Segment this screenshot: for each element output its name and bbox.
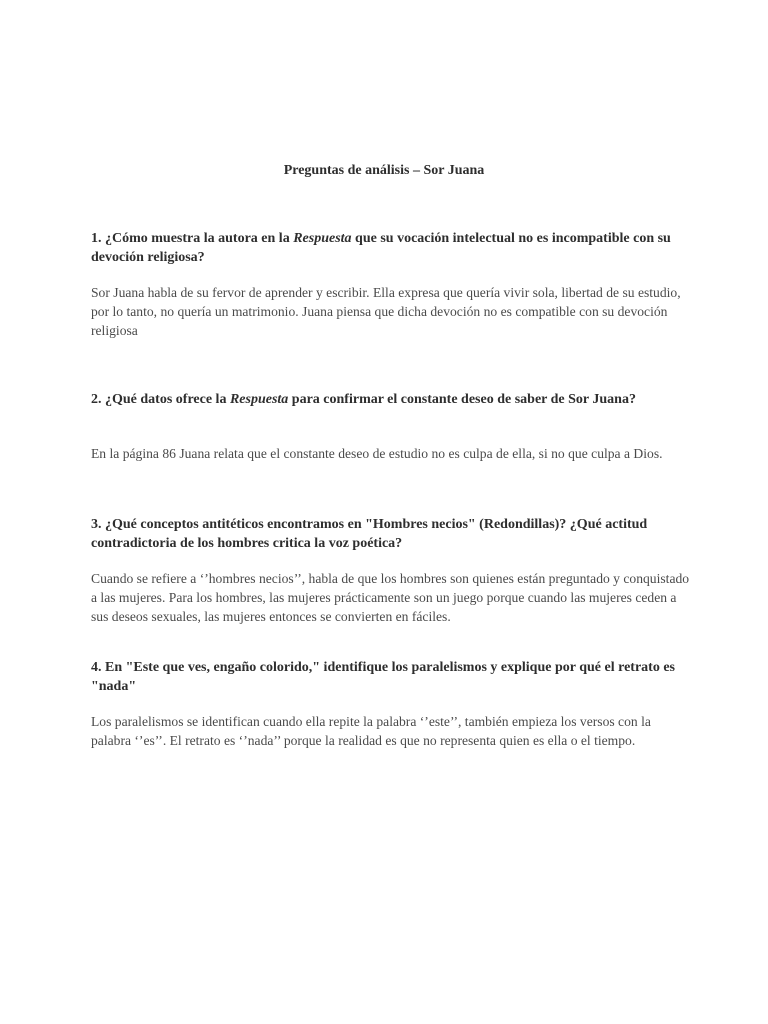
question-4 — [91, 658, 691, 696]
question-3 — [91, 515, 691, 553]
question-2-text: 2. ¿Qué datos ofrece la — [91, 392, 230, 407]
question-1-text: 1. ¿Cómo muestra la autora en la — [91, 231, 294, 246]
question-3-text: 3. ¿Qué conceptos antitéticos encontramos en "Hombres necios" (Redondillas)? ¿Qué actitud contradictoria de los hombres critica la voz poética? — [91, 517, 648, 551]
question-1-text-end: que su vocación intelectual no es incompatible con su devoción religiosa? — [91, 231, 671, 265]
page-title: Preguntas de análisis – Sor Juana — [283, 163, 485, 178]
answer-2: En la página 86 Juana relata que el constante deseo de estudio no es culpa de ella, si no que culpa a Dios. — [91, 446, 663, 461]
question-2 — [91, 390, 691, 409]
question-2-text-end: para confirmar el constante deseo de saber de Sor Juana? — [288, 392, 636, 407]
question-4-text: 4. En "Este que ves, engaño colorido," identifique los paralelismos y explique por qué el retrato es "nada" — [91, 660, 675, 694]
answer-4: Los paralelismos se identifican cuando ella repite la palabra ‘’este’’, también empieza los versos con la palabra ‘’es’’. El retrato es ‘’nada’’ porque la realidad es que no representa quien es ella o el tiempo. — [91, 714, 651, 748]
answer-3: Cuando se refiere a ‘’hombres necios’’, habla de que los hombres son quienes están preguntado y conquistado a las mujeres. Para los hombres, las mujeres prácticamente son un juego porque cuando las mujeres ceden a sus deseos sexuales, las mujeres entonces se convierten en fáciles. — [91, 571, 690, 624]
answer-1: Sor Juana habla de su fervor de aprender y escribir. Ella expresa que quería vivir sola, libertad de su estudio, por lo tanto, no quería un matrimonio. Juana piensa que dicha devoción no es compatible con su devoción religiosa — [91, 285, 681, 338]
question-1 — [91, 229, 691, 267]
question-1-italic: Respuesta — [293, 231, 352, 246]
question-2-italic: Respuesta — [229, 392, 289, 407]
